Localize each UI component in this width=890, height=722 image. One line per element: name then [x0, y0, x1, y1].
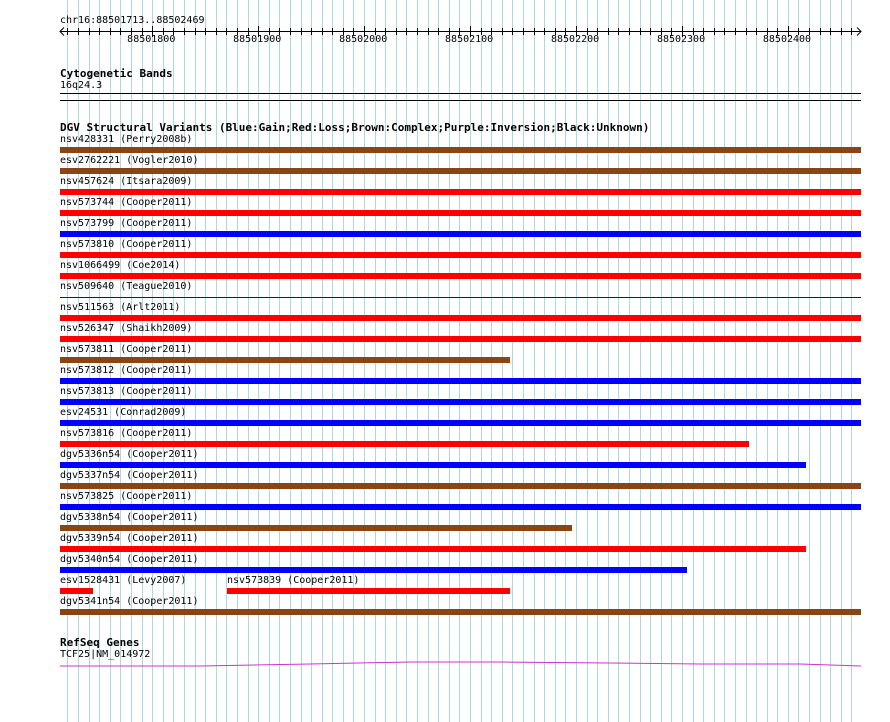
- cytoband-track-title: Cytogenetic Bands: [60, 67, 173, 80]
- dgv-variant-label[interactable]: nsv509640 (Teague2010): [60, 281, 193, 292]
- dgv-variant-bar[interactable]: [60, 420, 861, 426]
- dgv-variant-bar[interactable]: [60, 378, 861, 384]
- dgv-variant-label[interactable]: esv2762221 (Vogler2010): [60, 155, 199, 166]
- dgv-variant-bar[interactable]: [60, 357, 510, 363]
- dgv-variant-label[interactable]: dgv5338n54 (Cooper2011): [60, 512, 199, 523]
- dgv-variant-bar[interactable]: [60, 168, 861, 174]
- track-separator: [60, 100, 861, 101]
- dgv-variant-label[interactable]: nsv573812 (Cooper2011): [60, 365, 193, 376]
- dgv-variant-bar[interactable]: [60, 231, 861, 237]
- dgv-variant-label[interactable]: nsv573810 (Cooper2011): [60, 239, 193, 250]
- dgv-variant-bar[interactable]: [60, 315, 861, 321]
- dgv-variant-bar[interactable]: [60, 546, 806, 552]
- ruler-tick-label: 88502400: [762, 34, 812, 45]
- cytoband-label[interactable]: 16q24.3: [60, 80, 103, 91]
- refseq-gene-label[interactable]: TCF25|NM_014972: [60, 649, 151, 660]
- dgv-variant-bar[interactable]: [60, 567, 687, 573]
- dgv-variant-bar[interactable]: [60, 483, 861, 489]
- dgv-variant-bar[interactable]: [60, 210, 861, 216]
- ruler-tick-label: 88502300: [656, 34, 706, 45]
- dgv-variant-label[interactable]: nsv573799 (Cooper2011): [60, 218, 193, 229]
- ruler-tick-label: 88501900: [233, 34, 282, 45]
- dgv-variant-bar[interactable]: [60, 189, 861, 195]
- dgv-variant-bar[interactable]: [60, 147, 861, 153]
- dgv-variant-bar[interactable]: [60, 609, 861, 615]
- dgv-variant-label[interactable]: esv1528431 (Levy2007): [60, 575, 187, 586]
- dgv-variant-label[interactable]: nsv573839 (Cooper2011): [227, 575, 360, 586]
- dgv-variant-label[interactable]: nsv573811 (Cooper2011): [60, 344, 193, 355]
- dgv-variant-label[interactable]: nsv1066499 (Coe2014): [60, 260, 181, 271]
- ruler-tick-label: 88502000: [339, 34, 388, 45]
- location-label: chr16:88501713..88502469: [60, 15, 205, 26]
- dgv-variant-bar[interactable]: [60, 336, 861, 342]
- cytoband-bar[interactable]: [60, 93, 861, 94]
- ruler-tick-label: 88502100: [445, 34, 494, 45]
- ruler-axis[interactable]: [0, 24, 890, 38]
- ruler-tick-label: 88502200: [550, 34, 600, 45]
- dgv-variant-label[interactable]: dgv5341n54 (Cooper2011): [60, 596, 199, 607]
- dgv-variant-label[interactable]: nsv526347 (Shaikh2009): [60, 323, 193, 334]
- dgv-variant-label[interactable]: nsv573825 (Cooper2011): [60, 491, 193, 502]
- dgv-variant-label[interactable]: dgv5340n54 (Cooper2011): [60, 554, 199, 565]
- refseq-gene-line[interactable]: [0, 656, 890, 670]
- refseq-track-title: RefSeq Genes: [60, 636, 140, 649]
- dgv-variant-bar[interactable]: [60, 525, 572, 531]
- dgv-variant-label[interactable]: dgv5339n54 (Cooper2011): [60, 533, 199, 544]
- dgv-variant-label[interactable]: nsv511563 (Arlt2011): [60, 302, 181, 313]
- dgv-variant-bar[interactable]: [60, 399, 861, 405]
- dgv-variant-bar[interactable]: [60, 441, 749, 447]
- dgv-variant-bar[interactable]: [60, 504, 861, 510]
- dgv-variant-bar[interactable]: [60, 252, 861, 258]
- ruler-tick-label: 88501800: [127, 34, 176, 45]
- dgv-track-title: DGV Structural Variants (Blue:Gain;Red:Loss;Brown:Complex;Purple:Inversion;Black:Unknown): [60, 121, 650, 134]
- dgv-variant-label[interactable]: dgv5336n54 (Cooper2011): [60, 449, 199, 460]
- dgv-variant-bar[interactable]: [60, 297, 861, 298]
- dgv-variant-label[interactable]: nsv573816 (Cooper2011): [60, 428, 193, 439]
- dgv-variant-label[interactable]: nsv573744 (Cooper2011): [60, 197, 193, 208]
- dgv-variant-bar[interactable]: [60, 462, 806, 468]
- dgv-variant-label[interactable]: nsv428331 (Perry2008b): [60, 134, 193, 145]
- dgv-variant-label[interactable]: nsv457624 (Itsara2009): [60, 176, 193, 187]
- dgv-variant-label[interactable]: dgv5337n54 (Cooper2011): [60, 470, 199, 481]
- dgv-variant-bar[interactable]: [227, 588, 510, 594]
- dgv-variant-label[interactable]: nsv573813 (Cooper2011): [60, 386, 193, 397]
- dgv-variant-label[interactable]: esv24531 (Conrad2009): [60, 407, 187, 418]
- dgv-variant-bar[interactable]: [60, 273, 861, 279]
- refseq-gene-feature[interactable]: [60, 662, 861, 666]
- dgv-variant-bar[interactable]: [60, 588, 93, 594]
